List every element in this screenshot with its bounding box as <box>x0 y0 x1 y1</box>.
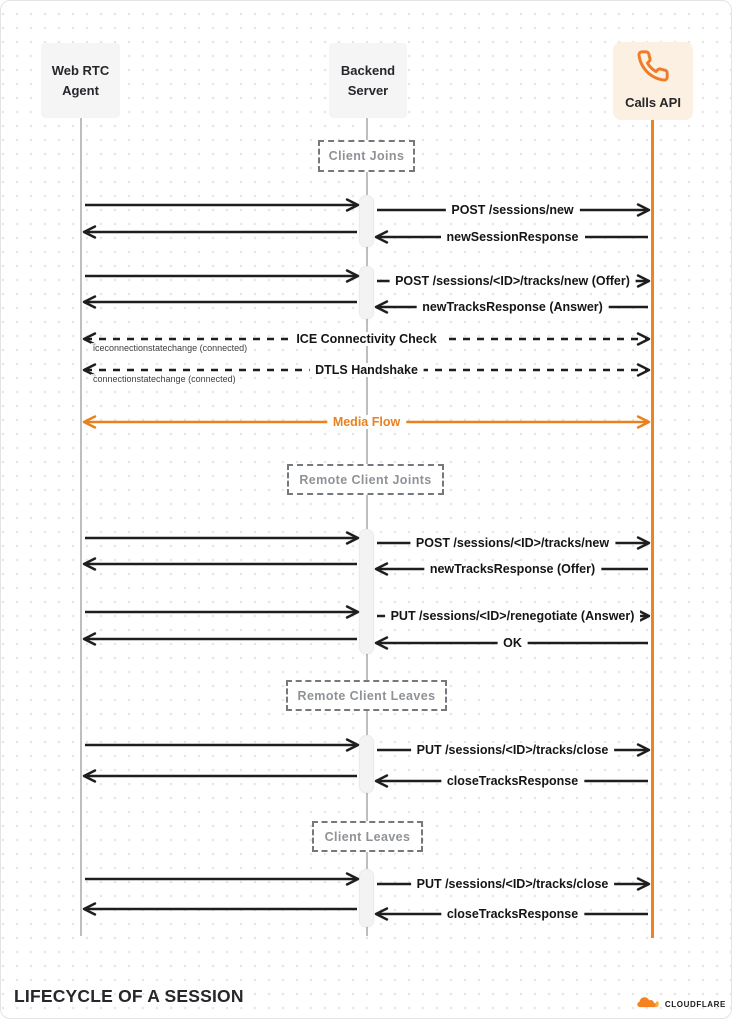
activation-bar <box>359 266 374 319</box>
arrow-line <box>82 871 360 887</box>
arrowhead-right-icon <box>638 365 649 376</box>
message-label: newSessionResponse <box>441 230 585 244</box>
group-client-leaves <box>312 821 423 852</box>
message-arrow <box>374 299 651 315</box>
activation-bar <box>359 735 374 793</box>
message-arrow <box>374 635 651 651</box>
actor-label <box>341 61 395 100</box>
arrow-line <box>82 604 360 620</box>
arrow-line <box>82 901 360 917</box>
message-label: newTracksResponse (Offer) <box>424 562 601 576</box>
message-arrow <box>374 876 651 892</box>
activation-bar <box>359 195 374 247</box>
arrow-line <box>82 224 360 240</box>
actor-label <box>52 61 110 100</box>
message-label: closeTracksResponse <box>441 907 584 921</box>
arrow-line <box>82 631 360 647</box>
activation-bar <box>359 529 374 654</box>
message-label: Media Flow <box>327 415 406 429</box>
message-arrow <box>374 561 651 577</box>
actor-label-line2: Server <box>347 82 389 98</box>
message-arrow <box>82 556 360 572</box>
arrow-line <box>82 768 360 784</box>
message-arrow <box>374 273 651 289</box>
message-label: PUT /sessions/<ID>/tracks/close <box>411 743 615 757</box>
page-title: LIFECYCLE OF A SESSION <box>14 986 244 1006</box>
actor-calls-api <box>613 42 693 120</box>
message-label: ICE Connectivity Check <box>290 332 442 346</box>
message-label: PUT /sessions/<ID>/renegotiate (Answer) <box>385 609 641 623</box>
message-arrow <box>82 737 360 753</box>
message-arrow <box>374 608 651 624</box>
group-label: Remote Client Leaves <box>297 688 436 703</box>
group-label: Client Leaves <box>324 829 411 844</box>
message-arrow <box>374 742 651 758</box>
phone-icon <box>636 49 670 88</box>
group-label: Client Joins <box>328 149 405 163</box>
group-remote-client-joints <box>287 464 444 495</box>
message-label: DTLS Handshake <box>309 363 424 377</box>
message-label: OK <box>497 636 528 650</box>
message-arrow <box>374 773 651 789</box>
message-arrow <box>374 906 651 922</box>
message-arrow <box>374 535 651 551</box>
message-label: POST /sessions/new <box>445 203 579 217</box>
group-remote-client-leaves <box>286 680 447 711</box>
lifeline-web-rtc-agent <box>80 118 82 936</box>
arrow-line <box>82 737 360 753</box>
message-arrow <box>82 268 360 284</box>
message-arrow <box>82 871 360 887</box>
message-sublabel: connectionstatechange (connected) <box>93 374 236 384</box>
message-arrow <box>374 229 651 245</box>
actor-label-line2: Agent <box>62 82 99 98</box>
message-label: POST /sessions/<ID>/tracks/new (Offer) <box>389 274 636 288</box>
message-arrow <box>82 224 360 240</box>
actor-backend-server <box>329 43 407 118</box>
message-media-flow-arrow <box>82 414 651 430</box>
message-label: newTracksResponse (Answer) <box>416 300 609 314</box>
message-dashed-arrow <box>82 331 651 353</box>
activation-bar <box>359 869 374 927</box>
group-label: Remote Client Joints <box>299 472 432 487</box>
actor-label-line1: Backend <box>340 63 396 78</box>
arrow-line <box>82 197 360 213</box>
message-label: closeTracksResponse <box>441 774 584 788</box>
cloudflare-logo <box>637 995 726 1013</box>
message-label: PUT /sessions/<ID>/tracks/close <box>411 877 615 891</box>
lifeline-calls-api <box>651 120 654 938</box>
actor-label <box>625 93 681 113</box>
message-arrow <box>82 631 360 647</box>
actor-web-rtc-agent <box>41 43 120 118</box>
arrow-line <box>82 268 360 284</box>
group-client-joins <box>318 140 415 172</box>
cloudflare-cloud-icon <box>637 995 662 1013</box>
message-arrow <box>82 530 360 546</box>
actor-label-line1: Web RTC <box>51 63 110 78</box>
message-arrow <box>82 768 360 784</box>
message-arrow <box>82 604 360 620</box>
arrowhead-right-icon <box>638 334 649 345</box>
arrow-line <box>82 294 360 310</box>
message-arrow <box>82 901 360 917</box>
arrow-line <box>82 530 360 546</box>
message-arrow <box>82 294 360 310</box>
actor-label-line1: Calls API <box>625 95 681 111</box>
message-arrow <box>82 197 360 213</box>
arrow-line <box>82 556 360 572</box>
message-dashed-arrow <box>82 362 651 384</box>
cloudflare-wordmark: CLOUDFLARE <box>664 999 726 1009</box>
message-sublabel: iceconnectionstatechange (connected) <box>93 343 248 353</box>
message-label: POST /sessions/<ID>/tracks/new <box>410 536 615 550</box>
message-arrow <box>374 202 651 218</box>
